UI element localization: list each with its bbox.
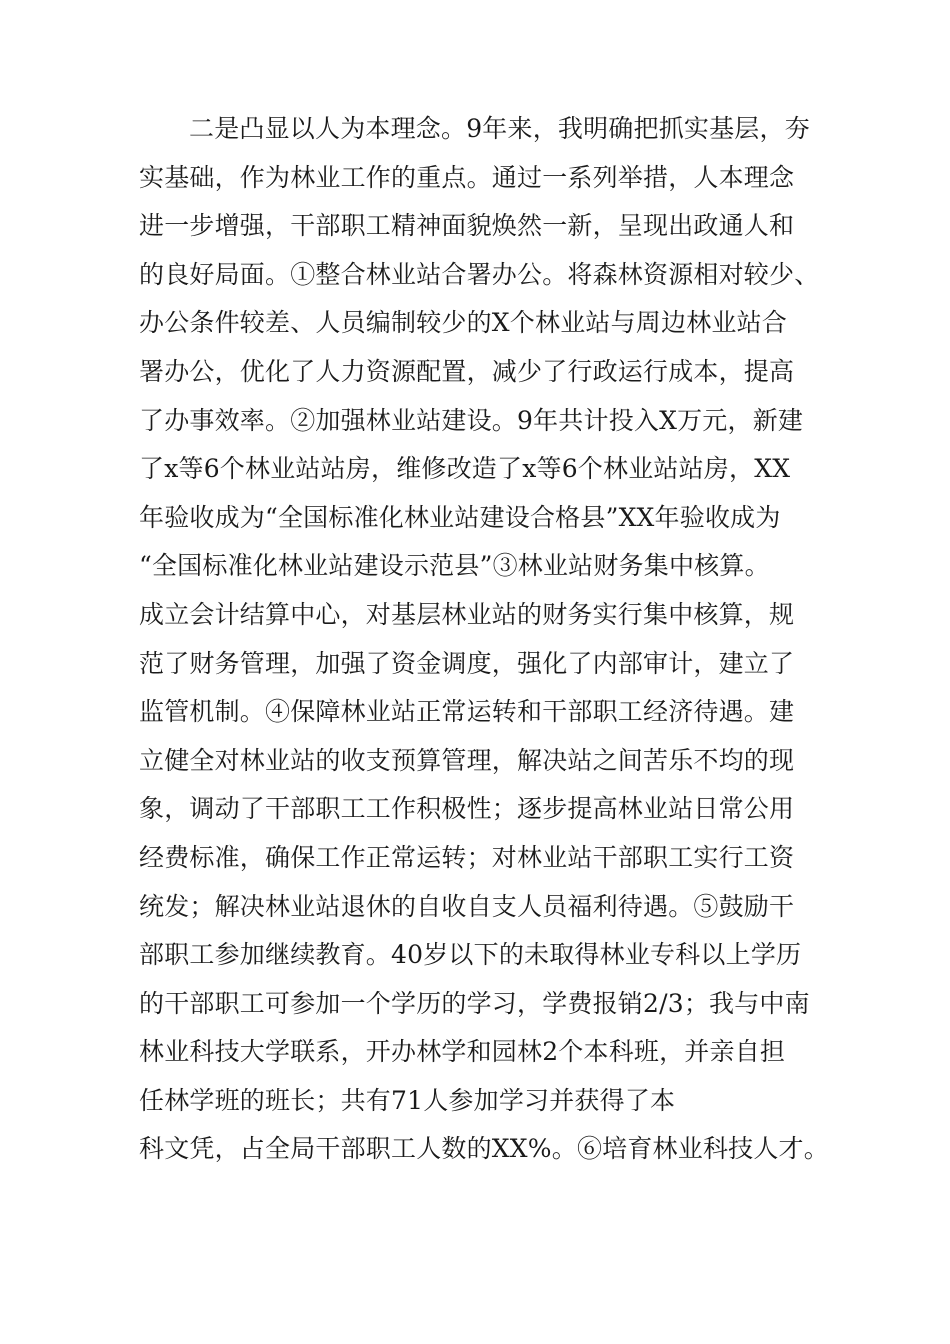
text-line: 范了财务管理，加强了资金调度，强化了内部审计，建立了 (139, 648, 795, 678)
text-line: 成立会计结算中心，对基层林业站的财务实行集中核算，规 (139, 599, 795, 629)
text-line: 实基础，作为林业工作的重点。通过一系列举措，人本理念 (139, 162, 795, 192)
text-line: 任林学班的班长；共有71人参加学习并获得了本 (139, 1085, 676, 1115)
text-line: 林业科技大学联系，开办林学和园林2个本科班，并亲自担 (139, 1037, 786, 1067)
text-line: 立健全对林业站的收支预算管理，解决站之间苦乐不均的现 (139, 745, 795, 775)
text-line: 办公条件较差、人员编制较少的X个林业站与周边林业站合 (139, 308, 788, 338)
text-line: 科文凭，占全局干部职工人数的XX%。⑥培育林业科技人才。 (139, 1134, 829, 1164)
text-line: 的干部职工可参加一个学历的学习，学费报销2/3；我与中南 (139, 988, 810, 1018)
text-line: 监管机制。④保障林业站正常运转和干部职工经济待遇。建 (139, 697, 795, 727)
text-line: 统发；解决林业站退休的自收自支人员福利待遇。⑤鼓励干 (139, 891, 795, 921)
text-line: 了x等6个林业站站房，维修改造了x等6个林业站站房，XX (139, 454, 791, 484)
text-line: 经费标准，确保工作正常运转；对林业站干部职工实行工资 (139, 842, 795, 872)
text-line: 二是凸显以人为本理念。9年来，我明确把抓实基层，夯 (189, 114, 810, 143)
text-line: 部职工参加继续教育。40岁以下的未取得林业专科以上学历 (139, 940, 802, 970)
text-line: 的良好局面。①整合林业站合署办公。将森林资源相对较少、 (139, 259, 820, 289)
text-line: “全国标准化林业站建设示范县”③林业站财务集中核算。 (139, 551, 770, 581)
text-line: 了办事效率。②加强林业站建设。9年共计投入X万元，新建 (139, 405, 804, 435)
text-line: 署办公，优化了人力资源配置，减少了行政运行成本，提高 (139, 356, 795, 386)
text-line: 年验收成为“全国标准化林业站建设合格县”XX年验收成为 (139, 502, 781, 532)
text-line: 象，调动了干部职工工作积极性；逐步提高林业站日常公用 (139, 794, 795, 824)
body-paragraph (139, 105, 839, 1174)
text-line: 进一步增强，干部职工精神面貌焕然一新，呈现出政通人和 (139, 211, 795, 241)
